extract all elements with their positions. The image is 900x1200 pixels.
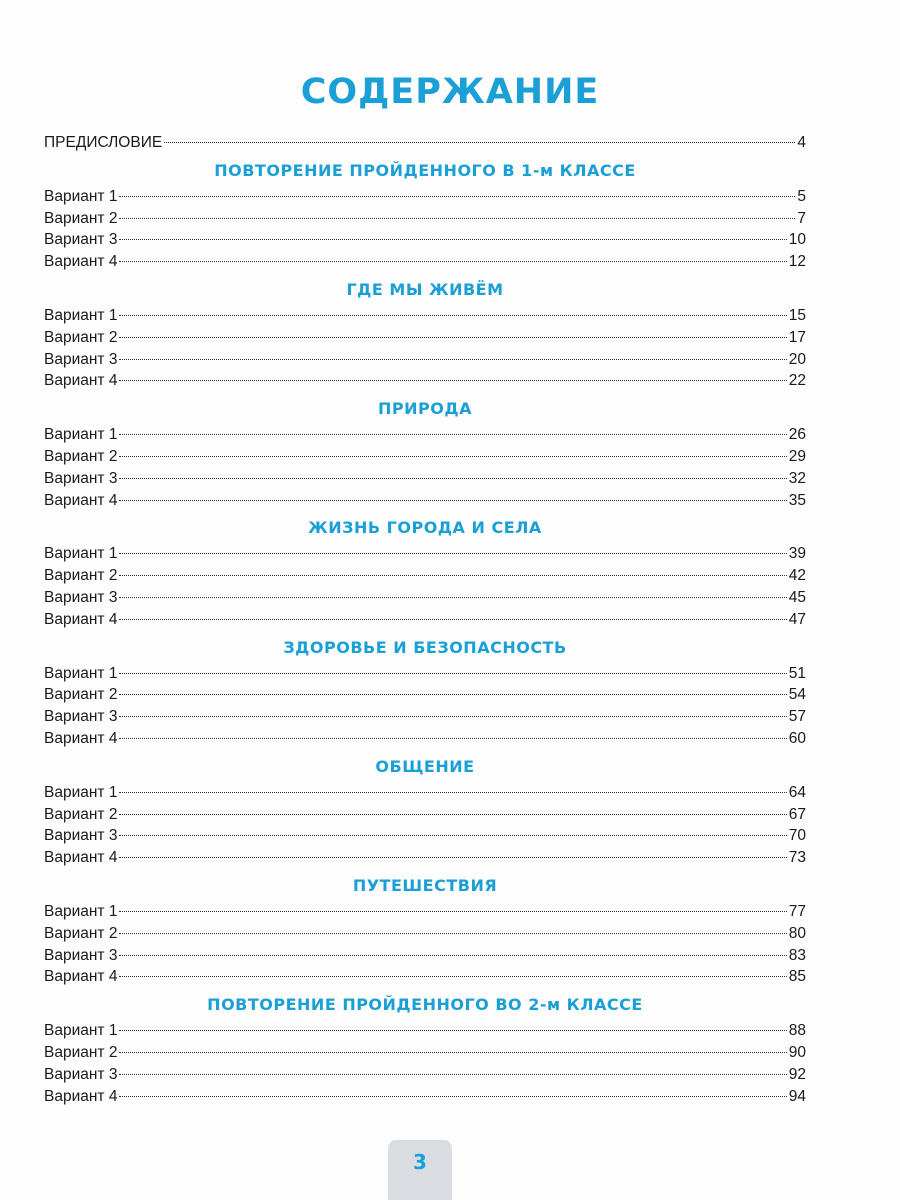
dot-leader [164,142,795,143]
toc-entry [44,1064,806,1086]
toc-entry-label: Вариант 2 [44,447,118,465]
toc-entry-page: 57 [788,708,806,726]
toc-entry-page: 10 [788,231,806,249]
toc-entry-page: 92 [788,1065,806,1083]
toc-entry [44,229,806,251]
toc-entry-page: 32 [788,469,806,487]
dot-leader [119,500,786,501]
toc-entry-label: ПРЕДИСЛОВИЕ [44,134,163,151]
toc-entry-page: 80 [788,924,806,942]
toc-entry-page: 5 [797,187,806,205]
toc-entry-label: Вариант 3 [44,588,118,606]
toc-entry-label: Вариант 2 [44,805,118,823]
toc-entry [44,327,806,349]
dot-leader [119,239,786,240]
section-heading: ПУТЕШЕСТВИЯ [352,875,498,895]
toc-entry [44,186,806,208]
dot-leader [119,955,786,956]
dot-leader [119,716,786,717]
toc-entry-label: Вариант 3 [44,827,118,845]
toc-entry [44,305,806,327]
toc-entry [44,1020,806,1042]
toc-entry-page: 85 [788,968,806,986]
toc-entry [44,565,806,587]
toc-entry-label: Вариант 1 [44,664,118,682]
toc-entry-page: 47 [788,610,806,628]
section-heading: ПОВТОРЕНИЕ ПРОЙДЕННОГО ВО 2-м КЛАССЕ [207,995,643,1015]
dot-leader [119,694,786,695]
toc-entry [44,424,806,446]
toc-entry [44,782,806,804]
toc-entry-label: Вариант 4 [44,253,118,271]
dot-leader [119,261,786,262]
toc-entry-label: Вариант 3 [44,350,118,368]
dot-leader [119,673,786,674]
toc-entry [44,923,806,945]
toc-entry-page: 26 [788,426,806,444]
toc-entry [44,609,806,631]
toc-entry-label: Вариант 2 [44,924,118,942]
toc-entry [44,945,806,967]
toc-entry-page: 70 [788,827,806,845]
toc-entry [44,349,806,371]
toc-entry-label: Вариант 4 [44,610,118,628]
section-heading: ПРИРОДА [378,399,472,419]
toc-entry-page: 45 [788,588,806,606]
dot-leader [119,575,786,576]
toc-entry-label: Вариант 4 [44,372,118,390]
dot-leader [119,792,786,793]
toc-entry-label: Вариант 4 [44,729,118,747]
toc-entry-label: Вариант 1 [44,1022,118,1040]
dot-leader [119,597,786,598]
toc-entry-label: Вариант 4 [44,849,118,867]
dot-leader [119,1074,786,1075]
toc-entry-label: Вариант 1 [44,306,118,324]
dot-leader [119,1096,786,1097]
toc-entry-preface [44,132,806,154]
toc-entry-label: Вариант 4 [44,1087,118,1105]
toc-entry-label: Вариант 3 [44,469,118,487]
toc-entry-page: 29 [788,447,806,465]
section-heading: ЗДОРОВЬЕ И БЕЗОПАСНОСТЬ [283,637,567,657]
toc-entry [44,706,806,728]
toc-entry-page: 39 [788,545,806,563]
toc-entry-label: Вариант 3 [44,231,118,249]
toc-entry [44,446,806,468]
dot-leader [119,976,786,977]
toc-entry-page: 51 [788,664,806,682]
toc-entry-page: 42 [788,567,806,585]
table-of-contents [44,132,806,1107]
dot-leader [119,478,786,479]
dot-leader [119,814,786,815]
page-number: 3 [388,1140,452,1200]
section-heading: ЖИЗНЬ ГОРОДА И СЕЛА [308,518,542,538]
section-heading: ОБЩЕНИЕ [375,756,475,776]
toc-entry [44,468,806,490]
toc-sections [44,154,806,1108]
dot-leader [119,933,786,934]
dot-leader [119,380,786,381]
section-heading: ГДЕ МЫ ЖИВЁМ [346,279,504,299]
dot-leader [119,456,786,457]
toc-entry-page: 35 [788,491,806,509]
dot-leader [119,553,786,554]
dot-leader [119,835,786,836]
dot-leader [119,218,795,219]
dot-leader [119,196,795,197]
toc-entry-page: 73 [788,849,806,867]
dot-leader [119,1052,786,1053]
toc-entry-label: Вариант 3 [44,946,118,964]
toc-entry [44,901,806,923]
toc-entry-label: Вариант 2 [44,1043,118,1061]
toc-entry-page: 17 [788,328,806,346]
toc-entry-label: Вариант 1 [44,187,118,205]
dot-leader [119,1030,786,1031]
toc-entry-label: Вариант 1 [44,783,118,801]
dot-leader [119,434,786,435]
dot-leader [119,315,786,316]
toc-entry [44,1086,806,1108]
section-heading: ПОВТОРЕНИЕ ПРОЙДЕННОГО В 1-м КЛАССЕ [214,160,636,180]
toc-entry [44,804,806,826]
toc-entry-page: 67 [788,805,806,823]
toc-entry-label: Вариант 1 [44,545,118,563]
toc-entry-label: Вариант 3 [44,1065,118,1083]
toc-entry [44,251,806,273]
page-title: СОДЕРЖАНИЕ [300,72,600,112]
toc-entry-label: Вариант 1 [44,426,118,444]
toc-entry-label: Вариант 2 [44,209,118,227]
toc-entry-page: 54 [788,686,806,704]
toc-entry-page: 20 [788,350,806,368]
toc-entry-label: Вариант 2 [44,328,118,346]
dot-leader [119,738,786,739]
toc-entry [44,543,806,565]
toc-entry [44,663,806,685]
toc-entry-label: Вариант 2 [44,567,118,585]
dot-leader [119,337,786,338]
toc-entry-label: Вариант 3 [44,708,118,726]
toc-entry-page: 88 [788,1022,806,1040]
toc-entry-label: Вариант 2 [44,686,118,704]
toc-entry-page: 60 [788,729,806,747]
toc-entry-page: 90 [788,1043,806,1061]
toc-entry-page: 15 [788,306,806,324]
toc-entry [44,825,806,847]
toc-entry-page: 64 [788,783,806,801]
dot-leader [119,911,786,912]
toc-entry [44,966,806,988]
toc-entry [44,684,806,706]
dot-leader [119,359,786,360]
toc-entry [44,208,806,230]
toc-entry-page: 94 [788,1087,806,1105]
toc-entry-label: Вариант 4 [44,968,118,986]
toc-entry-page: 4 [797,134,806,151]
dot-leader [119,857,786,858]
toc-entry-label: Вариант 1 [44,902,118,920]
toc-entry [44,847,806,869]
dot-leader [119,619,786,620]
toc-entry-label: Вариант 4 [44,491,118,509]
toc-entry-page: 12 [788,253,806,271]
toc-entry [44,728,806,750]
toc-entry [44,587,806,609]
toc-entry-page: 83 [788,946,806,964]
toc-entry [44,370,806,392]
toc-entry-page: 22 [788,372,806,390]
toc-entry [44,1042,806,1064]
toc-entry-page: 77 [788,902,806,920]
toc-entry [44,490,806,512]
toc-entry-page: 7 [797,209,806,227]
